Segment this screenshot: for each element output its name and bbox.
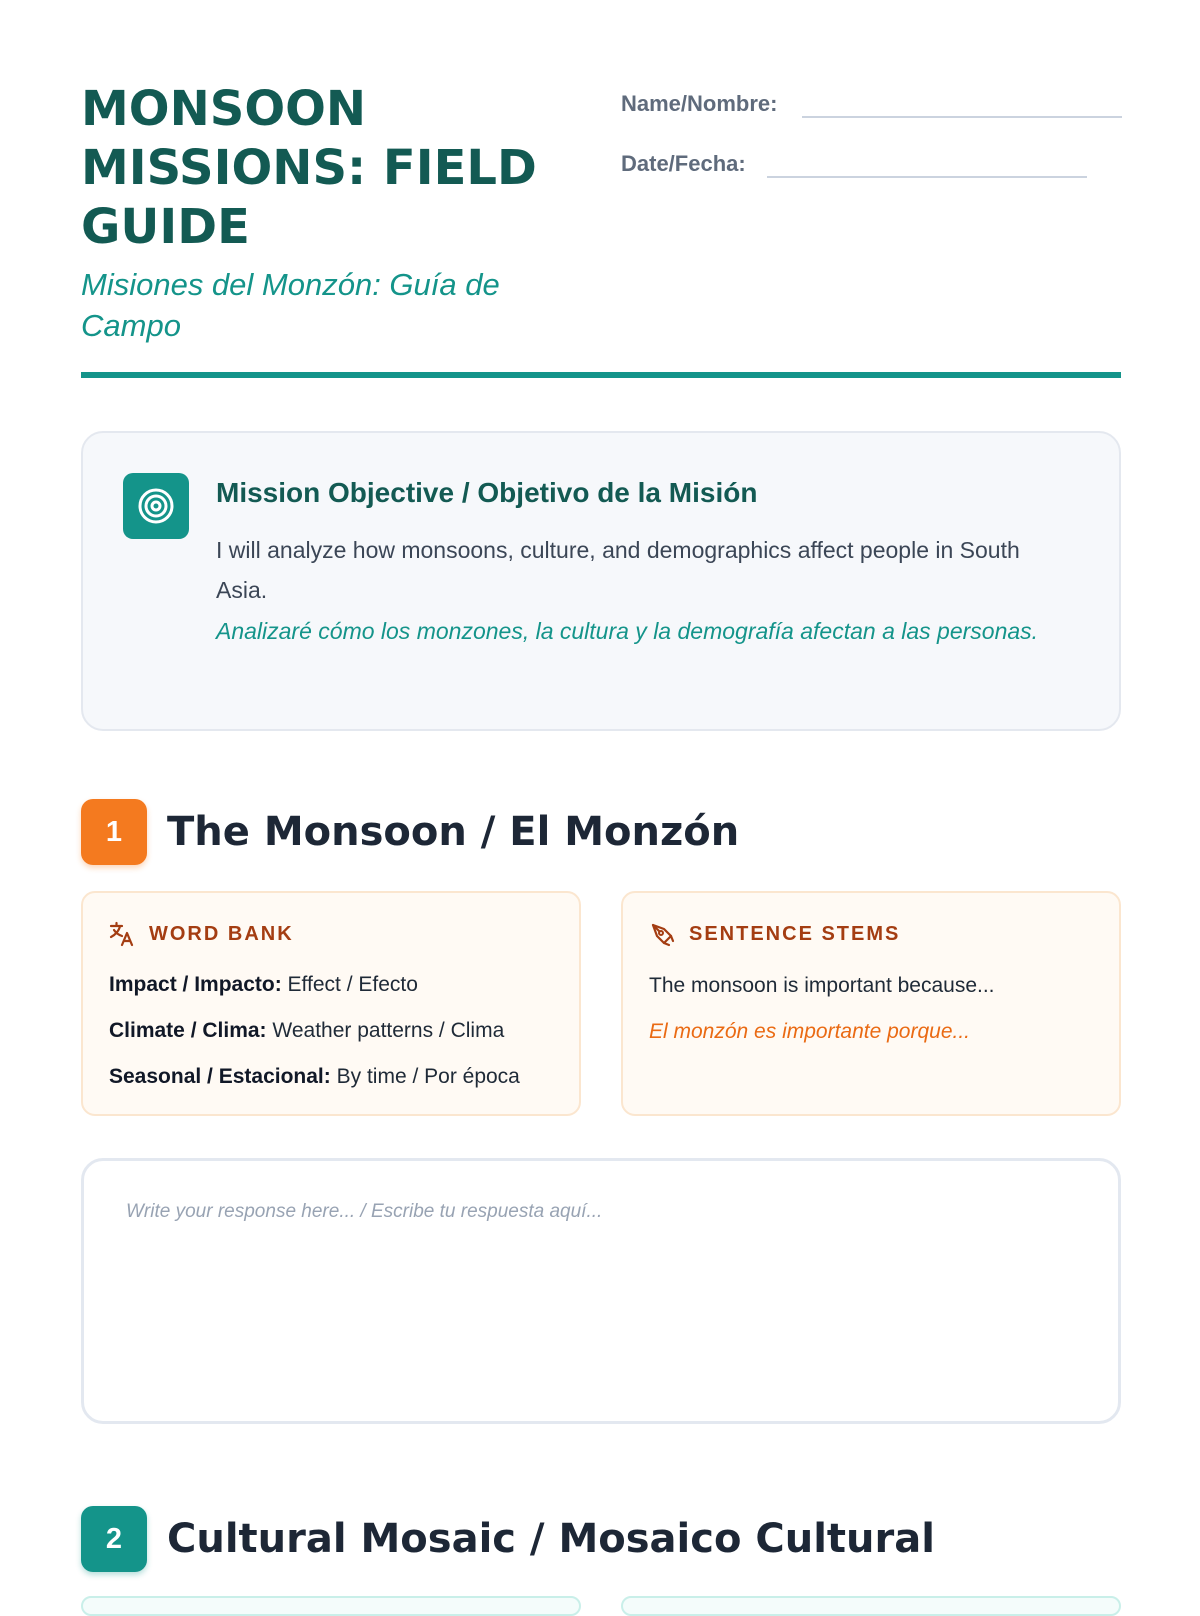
worksheet-header <box>81 80 1121 378</box>
word-bank-definition: Weather patterns / Clima <box>272 1019 505 1042</box>
word-bank-item <box>109 973 418 997</box>
name-label: Name/Nombre: <box>621 91 778 116</box>
date-label: Date/Fecha: <box>621 151 746 176</box>
sentence-stem-en: The monsoon is important because... <box>649 974 995 997</box>
objective-title: Mission Objective / Objetivo de la Misión <box>216 477 758 508</box>
name-field[interactable] <box>621 85 1121 123</box>
sentence-stems-card <box>621 891 1121 1116</box>
target-icon <box>123 473 189 539</box>
section-1-title: The Monsoon / El Monzón <box>167 809 740 855</box>
sentence-stems-label: SENTENCE STEMS <box>689 923 901 945</box>
sentence-stem-es: El monzón es importante porque... <box>649 1020 971 1043</box>
translate-icon <box>109 921 135 947</box>
section-1-number-badge: 1 <box>81 799 147 865</box>
section-2-number-badge: 2 <box>81 1506 147 1572</box>
word-bank-item <box>109 1019 504 1043</box>
mission-objective-box <box>81 431 1121 731</box>
objective-text-es: Analizaré cómo los monzones, la cultura y la demografía afectan a las personas. <box>216 618 1039 644</box>
word-bank-term: Climate / Clima: <box>109 1019 267 1042</box>
objective-text-en: I will analyze how monsoons, culture, and demographics affect people in South Asia. <box>216 537 1020 603</box>
section-2-header <box>81 1506 1121 1572</box>
section-2-card-right <box>621 1596 1121 1616</box>
date-field[interactable] <box>621 145 1121 183</box>
name-line[interactable] <box>802 116 1122 118</box>
word-bank-definition: Effect / Efecto <box>287 973 418 996</box>
response-textarea[interactable] <box>81 1158 1121 1424</box>
word-bank-definition: By time / Por época <box>336 1065 520 1088</box>
section-2-card-left <box>81 1596 581 1616</box>
section-2-title: Cultural Mosaic / Mosaico Cultural <box>167 1516 935 1562</box>
date-line[interactable] <box>767 176 1087 178</box>
word-bank-term: Impact / Impacto: <box>109 973 282 996</box>
pen-tool-icon <box>649 921 675 947</box>
word-bank-item <box>109 1065 520 1089</box>
section-1-header <box>81 799 1121 865</box>
word-bank-term: Seasonal / Estacional: <box>109 1065 331 1088</box>
page-title: MONSOON MISSIONS: FIELD GUIDE <box>81 81 537 255</box>
page-subtitle: Misiones del Monzón: Guía de Campo <box>81 267 500 343</box>
word-bank-card <box>81 891 581 1116</box>
header-divider <box>81 372 1121 378</box>
word-bank-label: WORD BANK <box>149 923 294 945</box>
